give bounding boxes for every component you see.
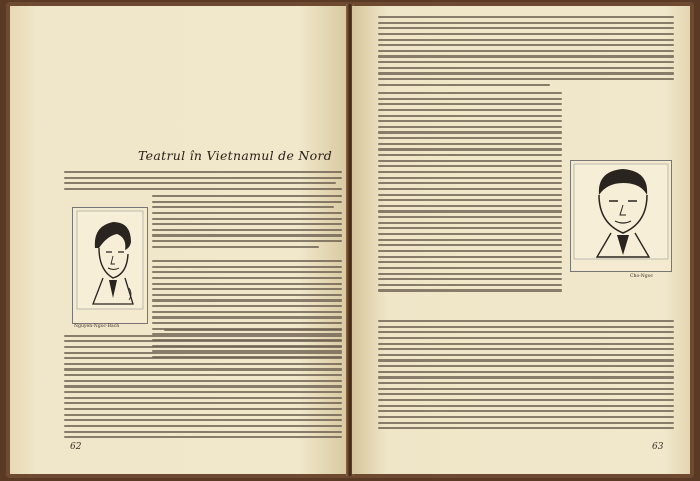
open-book <box>6 2 694 478</box>
right-column-text <box>378 92 562 295</box>
portrait-caption-right: Cho-Ngoc <box>630 274 654 279</box>
page-number-right: 63 <box>652 442 664 452</box>
portrait-caption-left: Nguyen-Ngoc-Bach <box>74 324 120 329</box>
intro-paragraph <box>64 171 342 194</box>
left-page <box>10 6 348 474</box>
article-title: Teatrul în Vietnamul de Nord <box>138 148 333 163</box>
portrait-cho-ngoc <box>570 160 672 272</box>
right-top-paragraph <box>378 16 674 89</box>
portrait-nguyen-ngoc-bach <box>72 207 148 324</box>
right-page <box>352 6 690 474</box>
right-bottom-paragraph <box>378 320 674 433</box>
intro-paragraph-wrapped <box>152 195 342 251</box>
page-number-left: 62 <box>70 442 82 452</box>
